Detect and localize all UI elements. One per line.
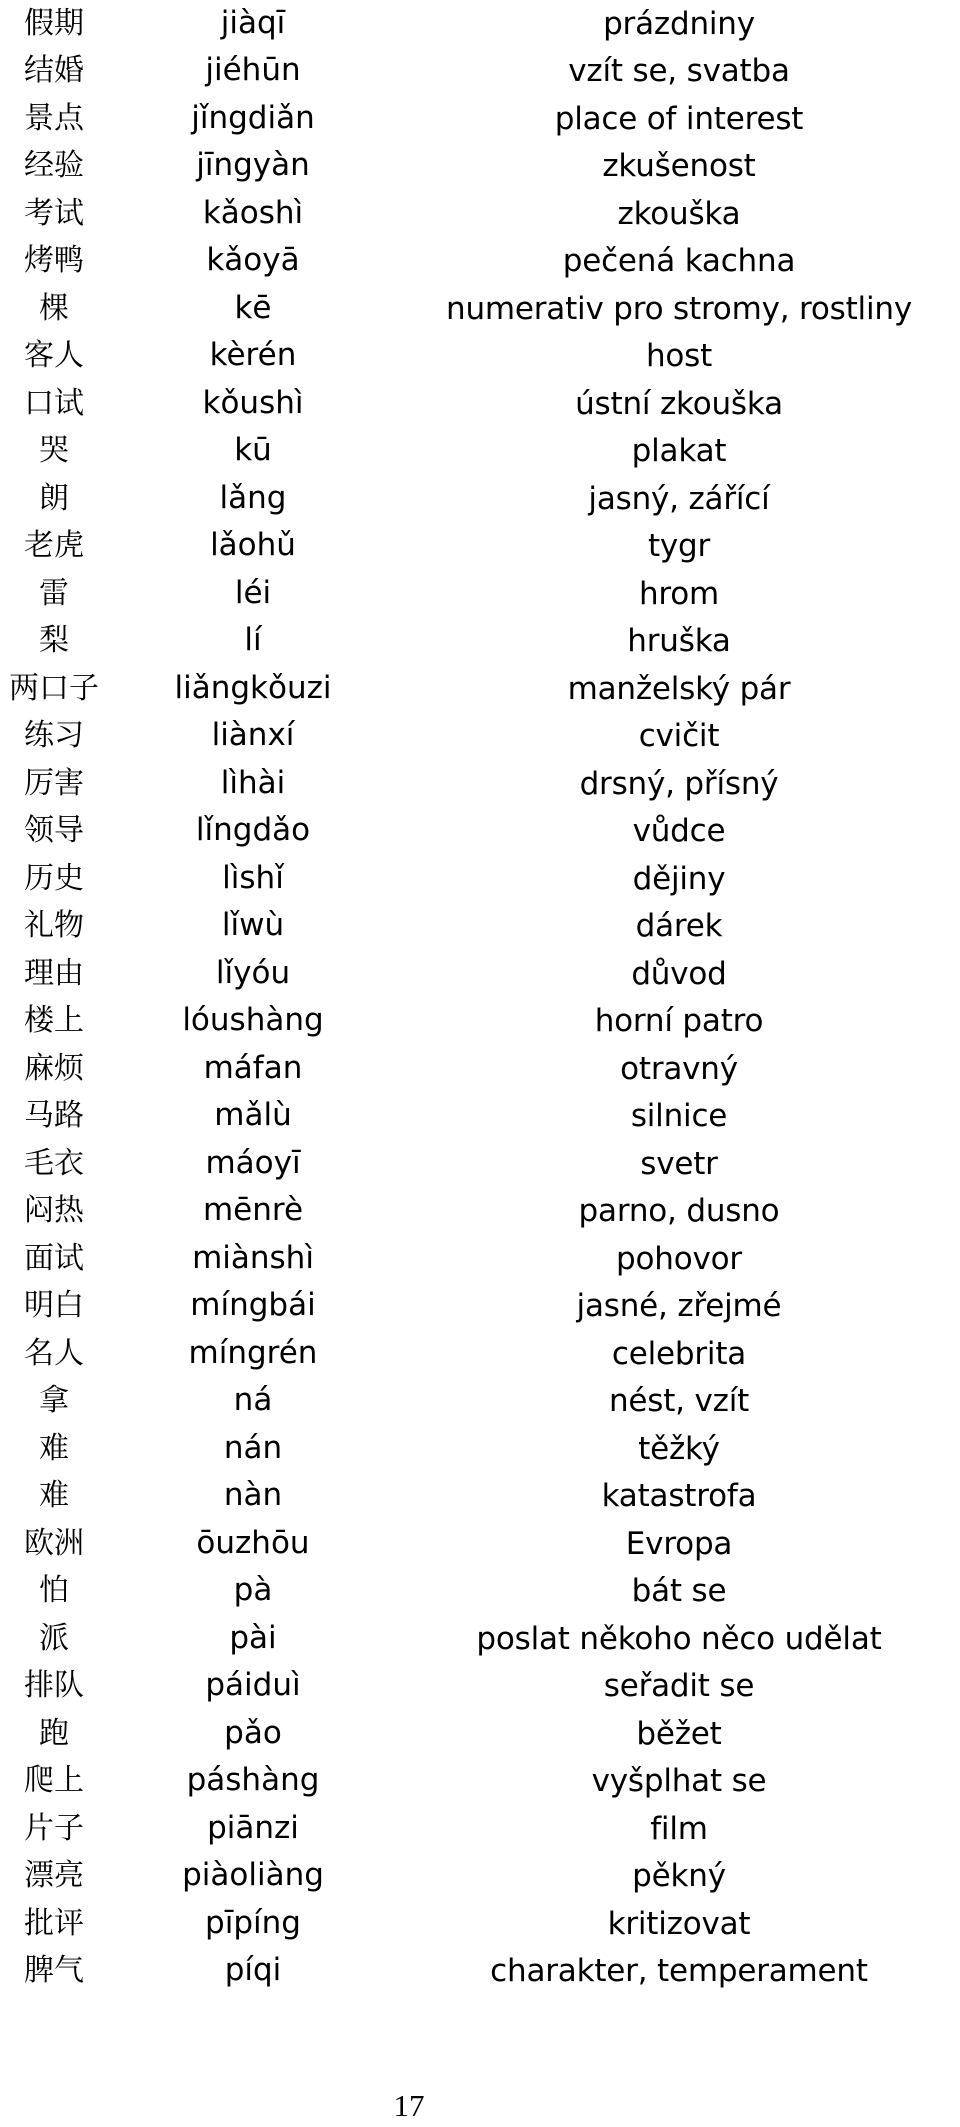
vocab-row (0, 1568, 960, 1616)
meaning-cell: pečená kachna (562, 243, 796, 280)
vocab-row (0, 1093, 960, 1141)
vocab-row (0, 523, 960, 571)
hanzi-cell: 漂亮 (24, 1858, 84, 1893)
vocab-row (0, 0, 960, 48)
hanzi-cell: 爬上 (24, 1763, 84, 1798)
meaning-cell: host (645, 338, 713, 375)
pinyin-cell: pài (229, 1619, 277, 1656)
hanzi-cell: 毛衣 (24, 1145, 84, 1181)
meaning-cell: svetr (640, 1145, 718, 1182)
meaning-cell: katastrofa (601, 1478, 757, 1515)
meaning-cell: celebrita (611, 1335, 747, 1372)
hanzi-cell: 跑 (39, 1715, 69, 1751)
pinyin-cell: kǎoyā (206, 242, 300, 279)
hanzi-cell: 客人 (24, 338, 84, 373)
vocab-row (0, 855, 960, 903)
page-number: 17 (393, 2088, 425, 2123)
pinyin-cell: piàoliàng (182, 1857, 324, 1894)
hanzi-cell: 练习 (24, 718, 84, 753)
pinyin-cell: jiàqī (220, 4, 286, 41)
pinyin-cell: jīngyàn (196, 147, 310, 184)
vocab-row (0, 1378, 960, 1426)
hanzi-cell: 棵 (39, 290, 69, 326)
vocab-row (0, 285, 960, 333)
pinyin-cell: liǎngkǒuzi (174, 669, 332, 706)
pinyin-cell: pīpíng (205, 1904, 301, 1941)
vocab-row (0, 380, 960, 428)
meaning-cell: pěkný (632, 1858, 726, 1895)
pinyin-cell: lǐyóu (215, 954, 291, 991)
hanzi-cell: 景点 (24, 100, 84, 136)
meaning-cell: Evropa (625, 1525, 733, 1562)
pinyin-cell: kǎoshì (202, 194, 304, 231)
meaning-cell: ústní zkouška (575, 385, 783, 422)
pinyin-cell: páiduì (205, 1667, 301, 1704)
meaning-cell: silnice (630, 1098, 728, 1135)
vocab-row (0, 1235, 960, 1283)
meaning-cell: zkouška (617, 195, 741, 232)
pinyin-cell: kèrén (209, 337, 297, 374)
hanzi-cell: 楼上 (24, 1003, 84, 1038)
hanzi-cell: 片子 (24, 1810, 84, 1846)
hanzi-cell: 考试 (24, 195, 84, 231)
vocab-row (0, 238, 960, 286)
pinyin-cell: kǒushì (202, 384, 304, 421)
pinyin-cell: kē (234, 289, 272, 326)
pinyin-cell: ōuzhōu (196, 1524, 310, 1561)
vocab-row (0, 190, 960, 238)
vocab-row (0, 1948, 960, 1996)
pinyin-cell: nán (223, 1429, 283, 1466)
hanzi-cell: 老虎 (24, 528, 84, 563)
pinyin-cell: jǐngdiǎn (191, 99, 315, 136)
hanzi-cell: 假期 (24, 5, 84, 41)
hanzi-cell: 厉害 (24, 765, 84, 801)
meaning-cell: těžký (638, 1430, 720, 1467)
vocab-row (0, 1710, 960, 1758)
meaning-cell: otravný (620, 1050, 738, 1087)
hanzi-cell: 朗 (39, 480, 69, 516)
vocab-row (0, 950, 960, 998)
pinyin-cell: miànshì (192, 1239, 314, 1276)
pinyin-cell: lìhài (220, 764, 286, 801)
meaning-cell: zkušenost (602, 148, 756, 185)
hanzi-cell: 面试 (24, 1240, 84, 1276)
meaning-cell: drsný, přísný (579, 765, 779, 802)
vocab-row (0, 1758, 960, 1806)
meaning-cell: place of interest (554, 100, 804, 137)
meaning-cell: poslat někoho něco udělat (476, 1620, 882, 1657)
pinyin-cell: lí (244, 622, 262, 659)
vocab-row (0, 1425, 960, 1473)
pinyin-cell: páshàng (186, 1762, 320, 1799)
meaning-cell: jasný, zářící (588, 480, 770, 517)
meaning-cell: jasné, zřejmé (576, 1288, 782, 1325)
pinyin-cell: lǎng (219, 479, 287, 516)
pinyin-cell: liànxí (211, 717, 295, 754)
vocab-row (0, 1140, 960, 1188)
hanzi-cell: 批评 (24, 1905, 84, 1941)
hanzi-cell: 闷热 (24, 1193, 84, 1228)
vocab-row (0, 808, 960, 856)
hanzi-cell: 烤鸭 (24, 243, 84, 278)
vocab-row (0, 1663, 960, 1711)
hanzi-cell: 难 (39, 1430, 69, 1466)
pinyin-cell: pà (233, 1572, 273, 1609)
meaning-cell: vyšplhat se (591, 1763, 767, 1800)
pinyin-cell: piānzi (207, 1809, 299, 1846)
vocab-row (0, 1805, 960, 1853)
pinyin-cell: mǎlù (214, 1097, 292, 1134)
hanzi-cell: 怕 (39, 1573, 69, 1608)
meaning-cell: prázdniny (603, 5, 755, 42)
vocab-row (0, 475, 960, 523)
meaning-cell: cvičit (638, 718, 720, 755)
pinyin-cell: míngrén (188, 1334, 318, 1371)
hanzi-cell: 排队 (24, 1668, 84, 1703)
pinyin-cell: mēnrè (202, 1192, 304, 1229)
vocab-row (0, 665, 960, 713)
meaning-cell: důvod (631, 955, 727, 992)
hanzi-cell: 名人 (24, 1335, 84, 1371)
vocab-row (0, 1900, 960, 1948)
pinyin-cell: míngbái (190, 1287, 316, 1324)
pinyin-cell: píqi (224, 1952, 282, 1989)
hanzi-cell: 历史 (24, 860, 84, 896)
hanzi-cell: 拿 (39, 1383, 69, 1418)
hanzi-cell: 欧洲 (24, 1525, 84, 1561)
vocab-row (0, 1853, 960, 1901)
meaning-cell: běžet (636, 1715, 722, 1752)
vocab-row (0, 333, 960, 381)
pinyin-cell: ná (233, 1382, 273, 1419)
hanzi-cell: 领导 (24, 813, 84, 848)
meaning-cell: charakter, temperament (490, 1953, 868, 1990)
vocab-row (0, 1045, 960, 1093)
hanzi-cell: 马路 (24, 1098, 84, 1133)
pinyin-cell: máoyī (205, 1144, 301, 1181)
hanzi-cell: 理由 (24, 955, 84, 991)
hanzi-cell: 礼物 (24, 908, 84, 943)
pinyin-cell: máfan (203, 1049, 303, 1086)
vocab-row (0, 1330, 960, 1378)
pinyin-cell: jiéhūn (205, 52, 301, 89)
meaning-cell: parno, dusno (578, 1193, 780, 1230)
hanzi-cell: 派 (39, 1620, 69, 1656)
pinyin-cell: pǎo (224, 1714, 282, 1751)
hanzi-cell: 梨 (39, 623, 69, 658)
pinyin-cell: lìshǐ (222, 859, 284, 896)
hanzi-cell: 难 (39, 1478, 69, 1513)
meaning-cell: film (650, 1810, 708, 1847)
vocab-row (0, 998, 960, 1046)
vocab-row (0, 760, 960, 808)
meaning-cell: numerativ pro stromy, rostliny (446, 290, 912, 327)
hanzi-cell: 结婚 (24, 53, 84, 88)
meaning-cell: hrom (638, 575, 720, 612)
vocab-row (0, 570, 960, 618)
vocab-row (0, 48, 960, 96)
pinyin-cell: lóushàng (182, 1002, 324, 1039)
meaning-cell: plakat (631, 433, 727, 470)
vocab-row (0, 713, 960, 761)
vocab-row (0, 1615, 960, 1663)
pinyin-cell: lǎohǔ (210, 527, 296, 564)
hanzi-cell: 脾气 (24, 1953, 84, 1988)
meaning-cell: dějiny (632, 860, 726, 897)
vocab-row (0, 618, 960, 666)
meaning-cell: kritizovat (607, 1905, 751, 1942)
vocab-row (0, 428, 960, 476)
hanzi-cell: 麻烦 (24, 1050, 84, 1086)
vocab-row (0, 1188, 960, 1236)
hanzi-cell: 口试 (24, 385, 84, 421)
pinyin-cell: kū (234, 432, 272, 469)
vocab-row (0, 1283, 960, 1331)
pinyin-cell: lǐwù (221, 907, 285, 944)
pinyin-cell: léi (234, 574, 272, 611)
meaning-cell: manželský pár (567, 670, 791, 707)
hanzi-cell: 明白 (24, 1288, 84, 1323)
hanzi-cell: 经验 (24, 148, 84, 183)
pinyin-cell: nàn (223, 1477, 283, 1514)
hanzi-cell: 两口子 (9, 670, 99, 706)
meaning-cell: vzít se, svatba (568, 53, 790, 90)
meaning-cell: tygr (647, 528, 711, 565)
hanzi-cell: 哭 (39, 433, 69, 468)
vocab-row (0, 1473, 960, 1521)
hanzi-cell: 雷 (39, 575, 69, 611)
vocab-row (0, 1520, 960, 1568)
vocab-row (0, 95, 960, 143)
meaning-cell: hruška (627, 623, 731, 660)
meaning-cell: dárek (635, 908, 723, 945)
meaning-cell: seřadit se (603, 1668, 755, 1705)
vocab-row (0, 903, 960, 951)
meaning-cell: bát se (631, 1573, 727, 1610)
meaning-cell: horní patro (594, 1003, 764, 1040)
vocab-row (0, 143, 960, 191)
meaning-cell: nést, vzít (608, 1383, 750, 1420)
meaning-cell: vůdce (632, 813, 726, 850)
meaning-cell: pohovor (616, 1240, 742, 1277)
pinyin-cell: lǐngdǎo (195, 812, 311, 849)
